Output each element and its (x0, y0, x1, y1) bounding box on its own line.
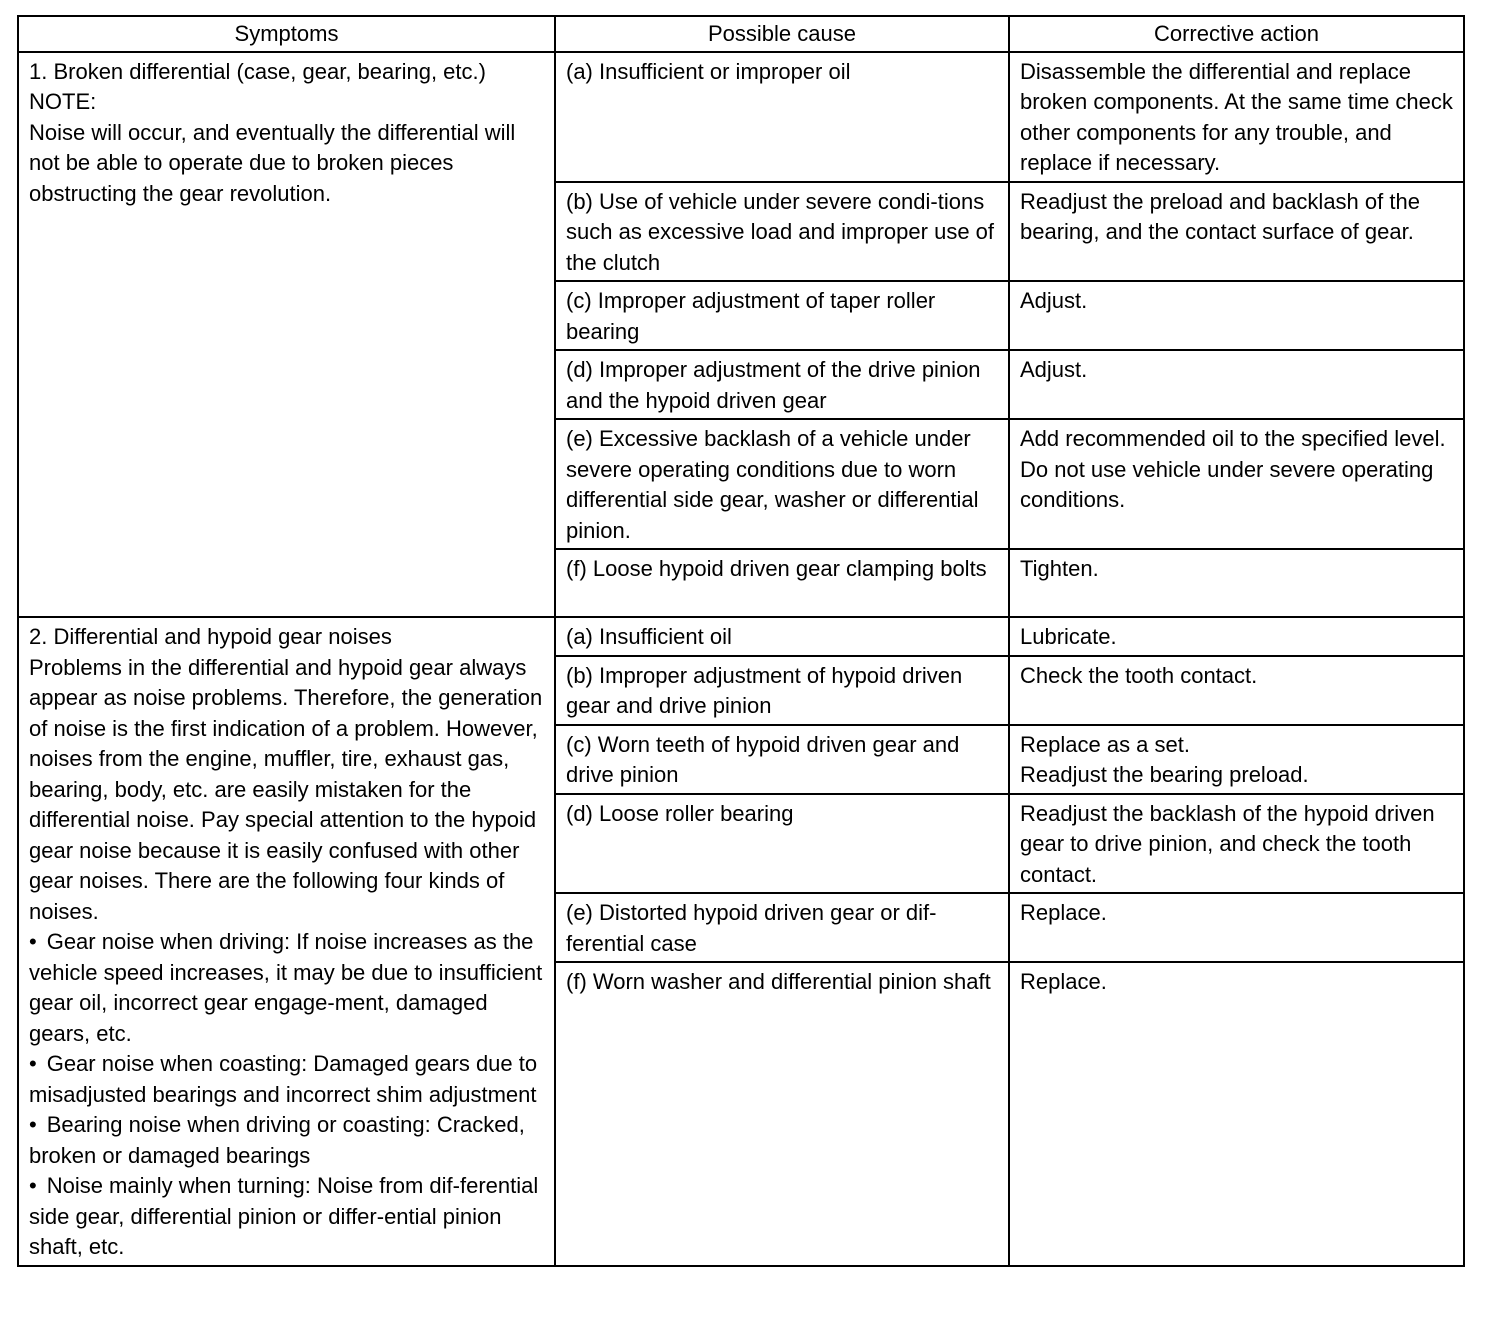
symptom-cell (18, 52, 555, 618)
action-cell: Replace. (1009, 962, 1464, 1266)
cause-cell: (f) Loose hypoid driven gear clamping bolts (555, 549, 1009, 617)
bullet-item (29, 927, 544, 1049)
bullet-item (29, 1049, 544, 1110)
action-cell: Adjust. (1009, 281, 1464, 350)
cause-cell: (e) Distorted hypoid driven gear or dif-ferential case (555, 893, 1009, 962)
cause-cell: (c) Worn teeth of hypoid driven gear and drive pinion (555, 725, 1009, 794)
header-symptoms: Symptoms (18, 16, 555, 52)
header-corrective-action: Corrective action (1009, 16, 1464, 52)
cause-cell: (d) Loose roller bearing (555, 794, 1009, 894)
header-possible-cause: Possible cause (555, 16, 1009, 52)
cause-cell: (d) Improper adjustment of the drive pinion and the hypoid driven gear (555, 350, 1009, 419)
table-row (18, 52, 1464, 182)
action-cell: Replace. (1009, 893, 1464, 962)
action-cell: Tighten. (1009, 549, 1464, 617)
bullet-text: Noise mainly when turning: Noise from dif-ferential side gear, differential pinion or differ-ential pinion shaft, etc. (29, 1173, 539, 1259)
cause-cell: (b) Improper adjustment of hypoid driven gear and drive pinion (555, 656, 1009, 725)
bullet-item (29, 1110, 544, 1171)
bullet-item (29, 1171, 544, 1263)
symptom-title: 1. Broken differential (case, gear, bearing, etc.) (29, 58, 486, 84)
action-cell: Check the tooth contact. (1009, 656, 1464, 725)
bullet-icon: • (29, 1051, 37, 1076)
bullet-text: Gear noise when driving: If noise increases as the vehicle speed increases, it may be due to insufficient gear oil, incorrect gear engage-ment, damaged gears, etc. (29, 929, 543, 1046)
cause-cell: (e) Excessive backlash of a vehicle under severe operating conditions due to worn differential side gear, washer or differential pinion. (555, 419, 1009, 549)
header-row (18, 16, 1464, 52)
action-cell: Adjust. (1009, 350, 1464, 419)
table-row (18, 617, 1464, 656)
action-cell: Disassemble the differential and replace broken components. At the same time check other components for any trouble, and replace if necessary. (1009, 52, 1464, 182)
troubleshooting-table (17, 15, 1465, 1267)
action-cell: Readjust the preload and backlash of the bearing, and the contact surface of gear. (1009, 182, 1464, 282)
action-line: Readjust the bearing preload. (1020, 762, 1309, 787)
action-line: Replace as a set. (1020, 731, 1190, 757)
cause-cell: (a) Insufficient or improper oil (555, 52, 1009, 182)
bullet-icon: • (29, 1173, 37, 1198)
symptom-cell (18, 617, 555, 1266)
cause-cell: (a) Insufficient oil (555, 617, 1009, 656)
action-cell: Add recommended oil to the specified level. Do not use vehicle under severe operating conditions. (1009, 419, 1464, 549)
cause-cell: (b) Use of vehicle under severe condi-tions such as excessive load and improper use of the clutch (555, 182, 1009, 282)
cause-cell: (c) Improper adjustment of taper roller bearing (555, 281, 1009, 350)
action-cell: Lubricate. (1009, 617, 1464, 656)
action-cell (1009, 725, 1464, 794)
action-cell: Readjust the backlash of the hypoid driven gear to drive pinion, and check the tooth contact. (1009, 794, 1464, 894)
bullet-icon: • (29, 929, 37, 954)
note-label: NOTE: (29, 89, 97, 114)
cause-cell: (f) Worn washer and differential pinion shaft (555, 962, 1009, 1266)
bullet-text: Bearing noise when driving or coasting: Cracked, broken or damaged bearings (29, 1112, 525, 1168)
bullet-text: Gear noise when coasting: Damaged gears due to misadjusted bearings and incorrect shim adjustment (29, 1051, 538, 1107)
note-text: Noise will occur, and eventually the differential will not be able to operate due to broken pieces obstructing the gear revolution. (29, 119, 516, 206)
bullet-icon: • (29, 1112, 37, 1137)
symptom-title: 2. Differential and hypoid gear noises (29, 624, 392, 649)
symptom-body: Problems in the differential and hypoid gear always appear as noise problems. Therefore, the generation of noise is the first indication of a problem. However, noises from the engine, muffler, tire, exhaust gas, bearing, body, etc. are easily mistaken for the differential noise. Pay special attention to the hypoid gear noise because it is easily confused with other gear noises. There are the following four kinds of noises. (29, 654, 543, 924)
